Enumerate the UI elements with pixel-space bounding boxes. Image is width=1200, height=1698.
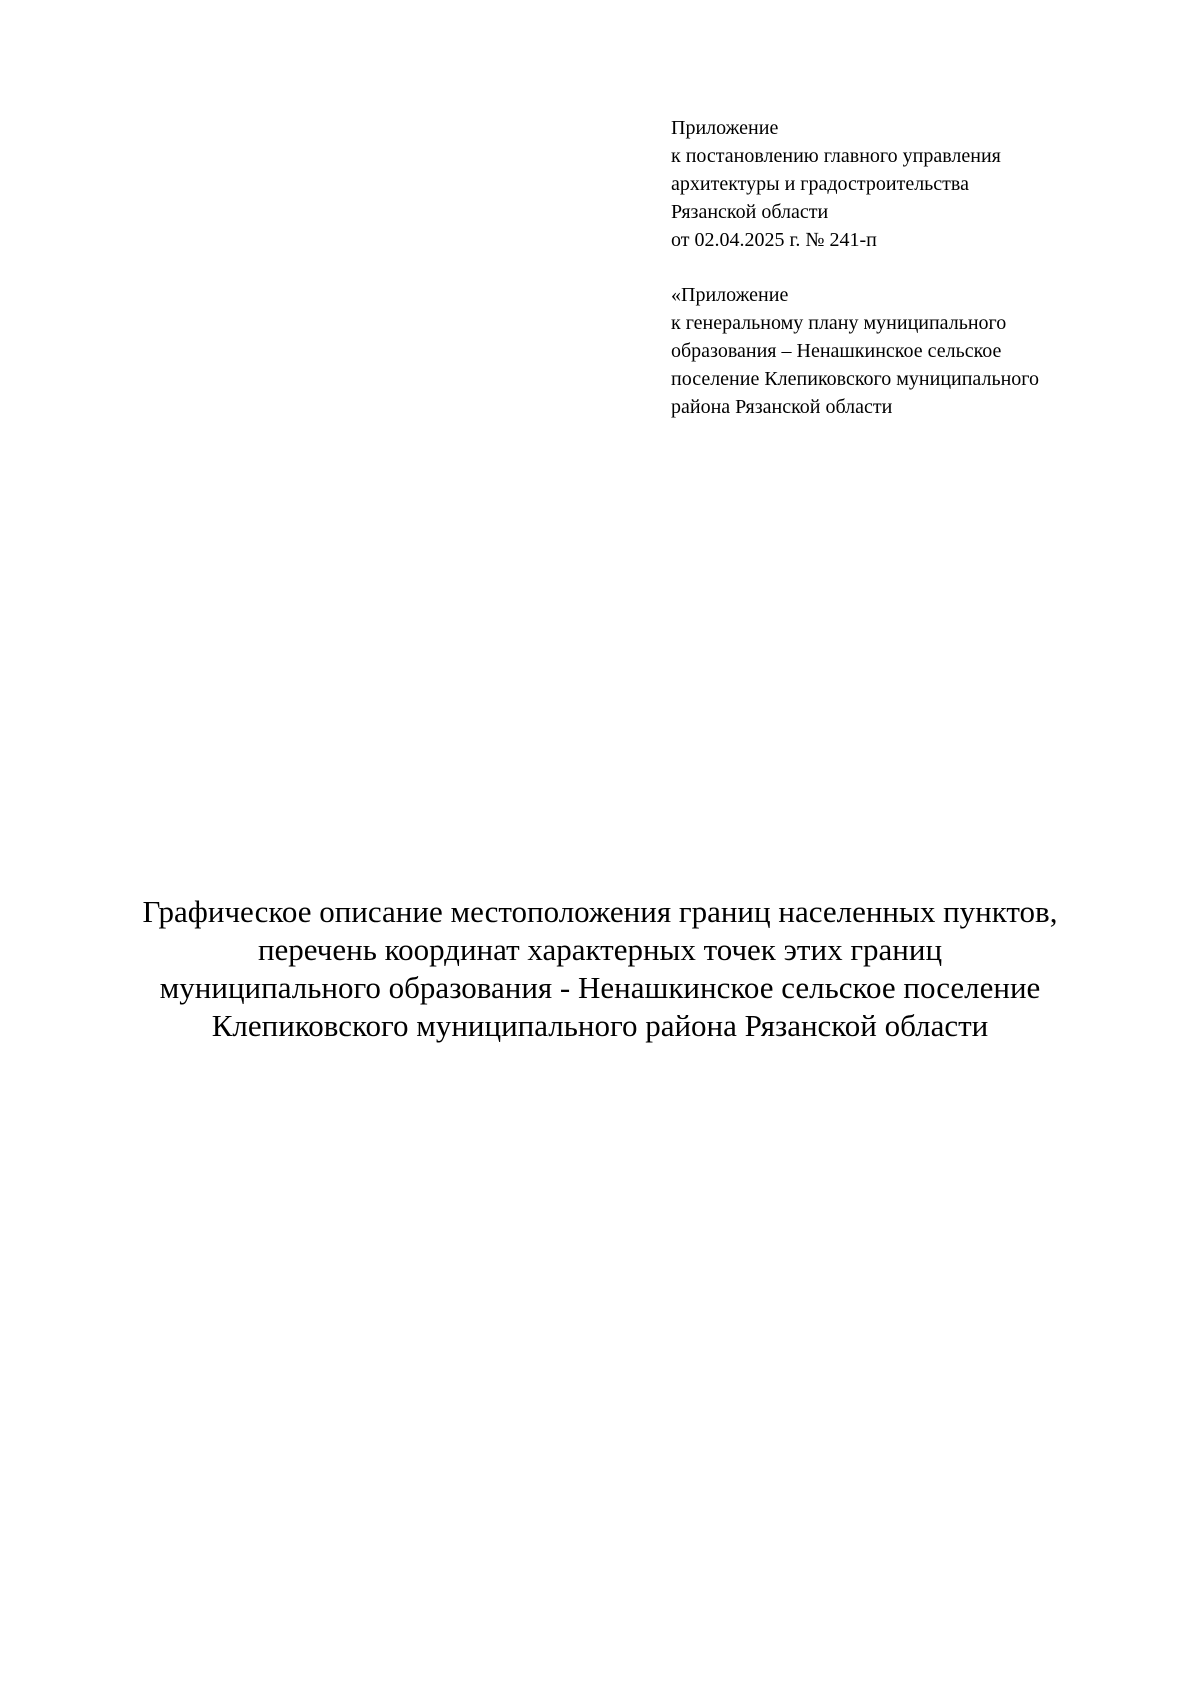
general-plan-municipality: образования – Ненашкинское сельское — [671, 340, 1002, 362]
appendix-label: Приложение — [671, 117, 779, 139]
title-line-1: Графическое описание местоположения границ населенных пунктов, — [142, 894, 1058, 929]
title-line-3: муниципального образования - Ненашкинское сельское поселение — [159, 970, 1041, 1005]
appendix-region: Рязанской области — [671, 201, 829, 223]
general-plan-ref: к генеральному плану муниципального — [671, 312, 1007, 334]
appendix-date-number: от 02.04.2025 г. № 241-п — [671, 229, 877, 251]
title-line-4: Клепиковского муниципального района Рязанской области — [211, 1008, 989, 1043]
general-plan-appendix-header — [671, 281, 1171, 421]
appendix-department: архитектуры и градостроительства — [671, 173, 969, 195]
general-plan-appendix-label: «Приложение — [671, 284, 789, 306]
title-line-2: перечень координат характерных точек этих границ — [257, 932, 943, 967]
document-title — [100, 893, 1100, 1045]
appendix-resolution-header — [671, 114, 1171, 254]
appendix-resolution-ref: к постановлению главного управления — [671, 145, 1001, 167]
general-plan-district: поселение Клепиковского муниципального — [671, 368, 1039, 390]
general-plan-region: района Рязанской области — [671, 396, 893, 418]
